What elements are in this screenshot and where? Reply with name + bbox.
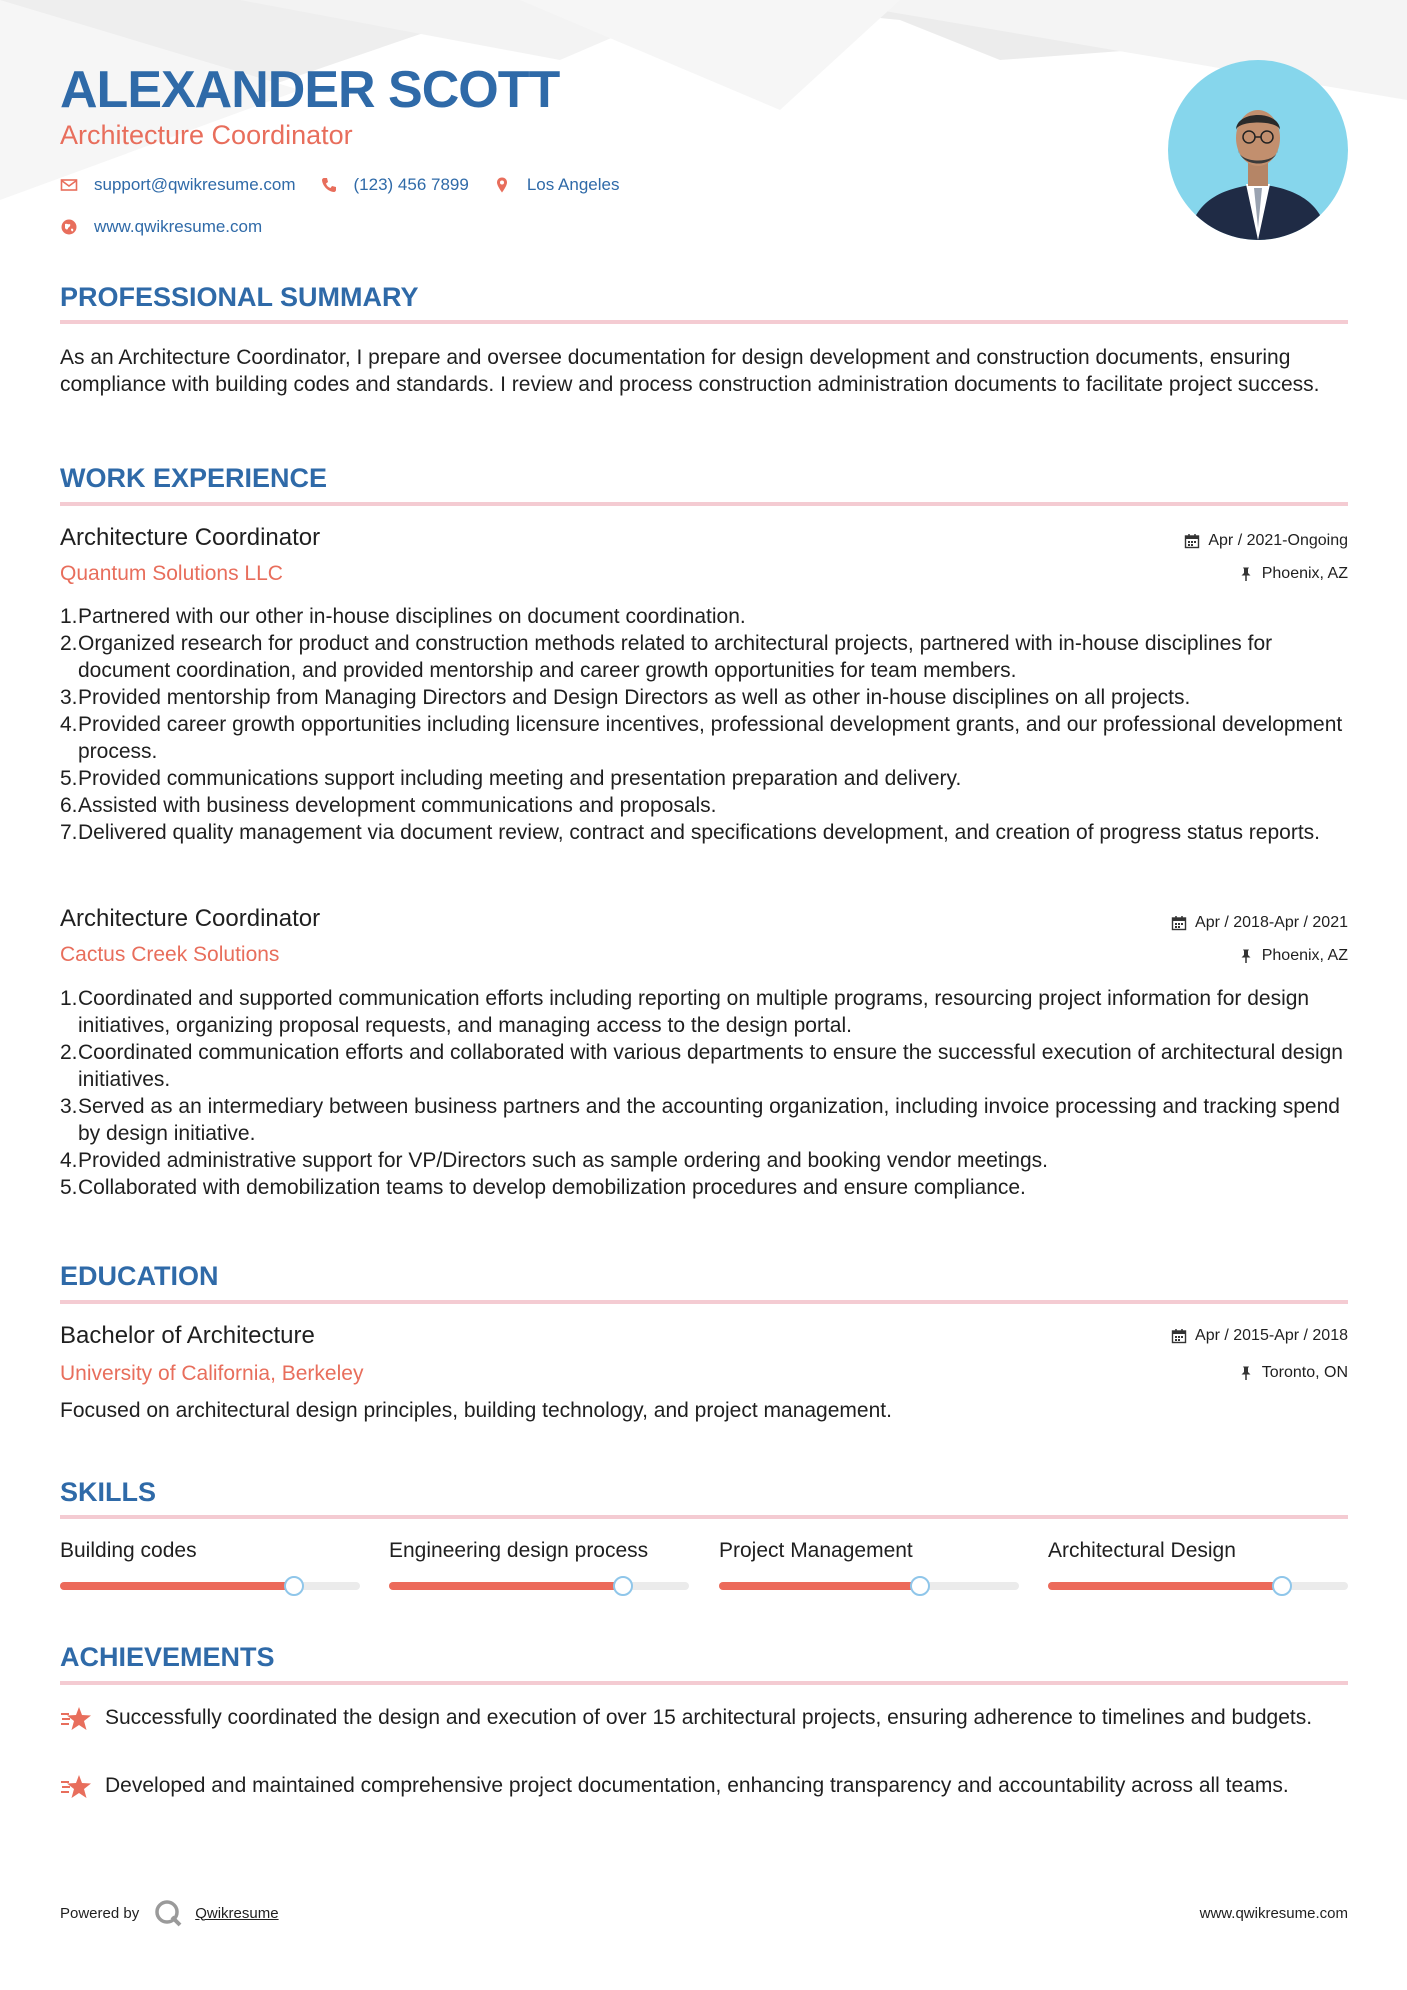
contact-email[interactable] [60, 174, 296, 196]
website-text: www.qwikresume.com [94, 217, 263, 236]
job-location [1238, 563, 1348, 585]
contact-phone[interactable] [320, 174, 469, 196]
location-text: Los Angeles [526, 175, 620, 194]
skill-bar-fill [1048, 1582, 1282, 1590]
section-title-experience: WORK EXPERIENCE [60, 463, 328, 493]
globe-icon [60, 218, 78, 236]
section-divider [60, 1681, 1348, 1685]
skill-bar-fill [719, 1582, 920, 1590]
list-item: 1. Coordinated and supported communication efforts including reporting on multiple programs, resourcing project information for design initiatives, organizing proposal requests, and managing access to the design portal. [60, 987, 1310, 1037]
job-dates-text: Apr / 2021-Ongoing [1208, 532, 1348, 549]
phone-text: (123) 456 7899 [353, 175, 469, 194]
achievement-text: Developed and maintained comprehensive project documentation, enhancing transparency and accountability across all teams. [105, 1774, 1289, 1797]
envelope-icon [60, 176, 78, 194]
star-award-icon [60, 1774, 92, 1800]
contact-location [493, 174, 620, 196]
skill-label: Engineering design process [389, 1539, 649, 1562]
pushpin-icon [1238, 1365, 1254, 1381]
job-dates-text: Apr / 2018-Apr / 2021 [1195, 914, 1348, 931]
list-item: 1. Partnered with our other in-house disciplines on document coordination. [60, 605, 746, 628]
skill-label: Project Management [719, 1539, 913, 1562]
phone-icon [320, 176, 338, 194]
list-item: 4. Provided career growth opportunities including licensure incentives, professional development grants, and our professional development process. [60, 713, 1343, 763]
section-title-education: EDUCATION [60, 1261, 219, 1291]
contact-website[interactable] [60, 216, 262, 238]
skill-item [60, 1538, 360, 1564]
contact-row [60, 174, 643, 196]
job-title: Architecture Coordinator [60, 905, 321, 932]
list-item: 3. Provided mentorship from Managing Directors and Design Directors as well as other in-house disciplines on all projects. [60, 686, 1191, 709]
list-item: 6. Assisted with business development communications and proposals. [60, 794, 717, 817]
school-name: University of California, Berkeley [60, 1362, 364, 1385]
job-dates [1171, 912, 1348, 934]
qwikresume-logo-icon [153, 1898, 183, 1928]
candidate-name: ALEXANDER SCOTT [60, 61, 560, 119]
list-item: 5. Collaborated with demobilization teams to develop demobilization procedures and ensure compliance. [60, 1176, 1026, 1199]
section-divider [60, 320, 1348, 324]
education-dates-text: Apr / 2015-Apr / 2018 [1195, 1327, 1348, 1344]
job-bullets [60, 985, 1348, 1201]
skill-bar-knob [910, 1576, 930, 1596]
skill-bar-fill [389, 1582, 623, 1590]
section-title-skills: SKILLS [60, 1477, 157, 1507]
company-name: Cactus Creek Solutions [60, 943, 280, 966]
skill-bar-track [719, 1582, 1019, 1590]
list-item: 2. Organized research for product and construction methods related to architectural projects, partnered with in-house disciplines for document coordination, and provided mentorship and career growth opportunities for team members. [60, 632, 1273, 682]
job-location-text: Phoenix, AZ [1261, 947, 1348, 964]
pushpin-icon [1238, 948, 1254, 964]
section-divider [60, 502, 1348, 506]
profile-photo [1168, 60, 1348, 240]
company-name: Quantum Solutions LLC [60, 562, 283, 585]
achievement-item [60, 1772, 1348, 1799]
skill-bar-fill [60, 1582, 294, 1590]
calendar-icon [1171, 1328, 1187, 1344]
skill-bar-knob [284, 1576, 304, 1596]
email-text: support@qwikresume.com [94, 175, 296, 194]
list-item: 4. Provided administrative support for VP/Directors such as sample ordering and booking vendor meetings. [60, 1149, 1048, 1172]
calendar-icon [1171, 915, 1187, 931]
skill-bar-track [1048, 1582, 1348, 1590]
degree-title: Bachelor of Architecture [60, 1322, 315, 1349]
star-award-icon [60, 1706, 92, 1732]
powered-by-label: Powered by [60, 1904, 140, 1922]
skill-bar-track [389, 1582, 689, 1590]
section-title-summary: PROFESSIONAL SUMMARY [60, 282, 419, 312]
skill-label: Building codes [60, 1539, 197, 1562]
job-location-text: Phoenix, AZ [1261, 565, 1348, 582]
job-location [1238, 945, 1348, 967]
job-title: Architecture Coordinator [60, 524, 321, 551]
summary-text: As an Architecture Coordinator, I prepare and oversee documentation for design development and construction documents, ensuring compliance with building codes and standards. I review and process construction administration documents to facilitate project success. [60, 346, 1320, 396]
brand-link[interactable]: Qwikresume [195, 1904, 279, 1922]
candidate-role: Architecture Coordinator [60, 120, 353, 150]
skill-item [719, 1538, 1019, 1564]
achievement-text: Successfully coordinated the design and execution of over 15 architectural projects, ensuring adherence to timelines and budgets. [105, 1706, 1313, 1729]
list-item: 7. Delivered quality management via document review, contract and specifications development, and creation of progress status reports. [60, 821, 1320, 844]
education-dates [1171, 1325, 1348, 1347]
list-item: 5. Provided communications support including meeting and presentation preparation and delivery. [60, 767, 962, 790]
skill-item [389, 1538, 689, 1564]
skill-bar-knob [613, 1576, 633, 1596]
skill-item [1048, 1538, 1348, 1564]
contact-row-website [60, 216, 286, 238]
footer-website[interactable]: www.qwikresume.com [1199, 1905, 1348, 1922]
education-location [1238, 1362, 1348, 1384]
job-bullets [60, 603, 1348, 846]
skill-bar-track [60, 1582, 360, 1590]
skill-label: Architectural Design [1048, 1539, 1236, 1562]
section-divider [60, 1300, 1348, 1304]
list-item: 2. Coordinated communication efforts and collaborated with various departments to ensure the successful execution of architectural design initiatives. [60, 1041, 1343, 1091]
list-item: 3. Served as an intermediary between business partners and the accounting organization, including invoice processing and tracking spend by design initiative. [60, 1095, 1340, 1145]
footer-powered-by [60, 1898, 279, 1928]
map-pin-icon [493, 176, 511, 194]
job-dates [1184, 530, 1348, 552]
pushpin-icon [1238, 566, 1254, 582]
section-divider [60, 1515, 1348, 1519]
section-title-achievements: ACHIEVEMENTS [60, 1642, 275, 1672]
achievement-item [60, 1704, 1348, 1731]
education-description: Focused on architectural design principles, building technology, and project management. [60, 1399, 892, 1422]
education-location-text: Toronto, ON [1261, 1364, 1348, 1381]
skill-bar-knob [1272, 1576, 1292, 1596]
calendar-icon [1184, 533, 1200, 549]
